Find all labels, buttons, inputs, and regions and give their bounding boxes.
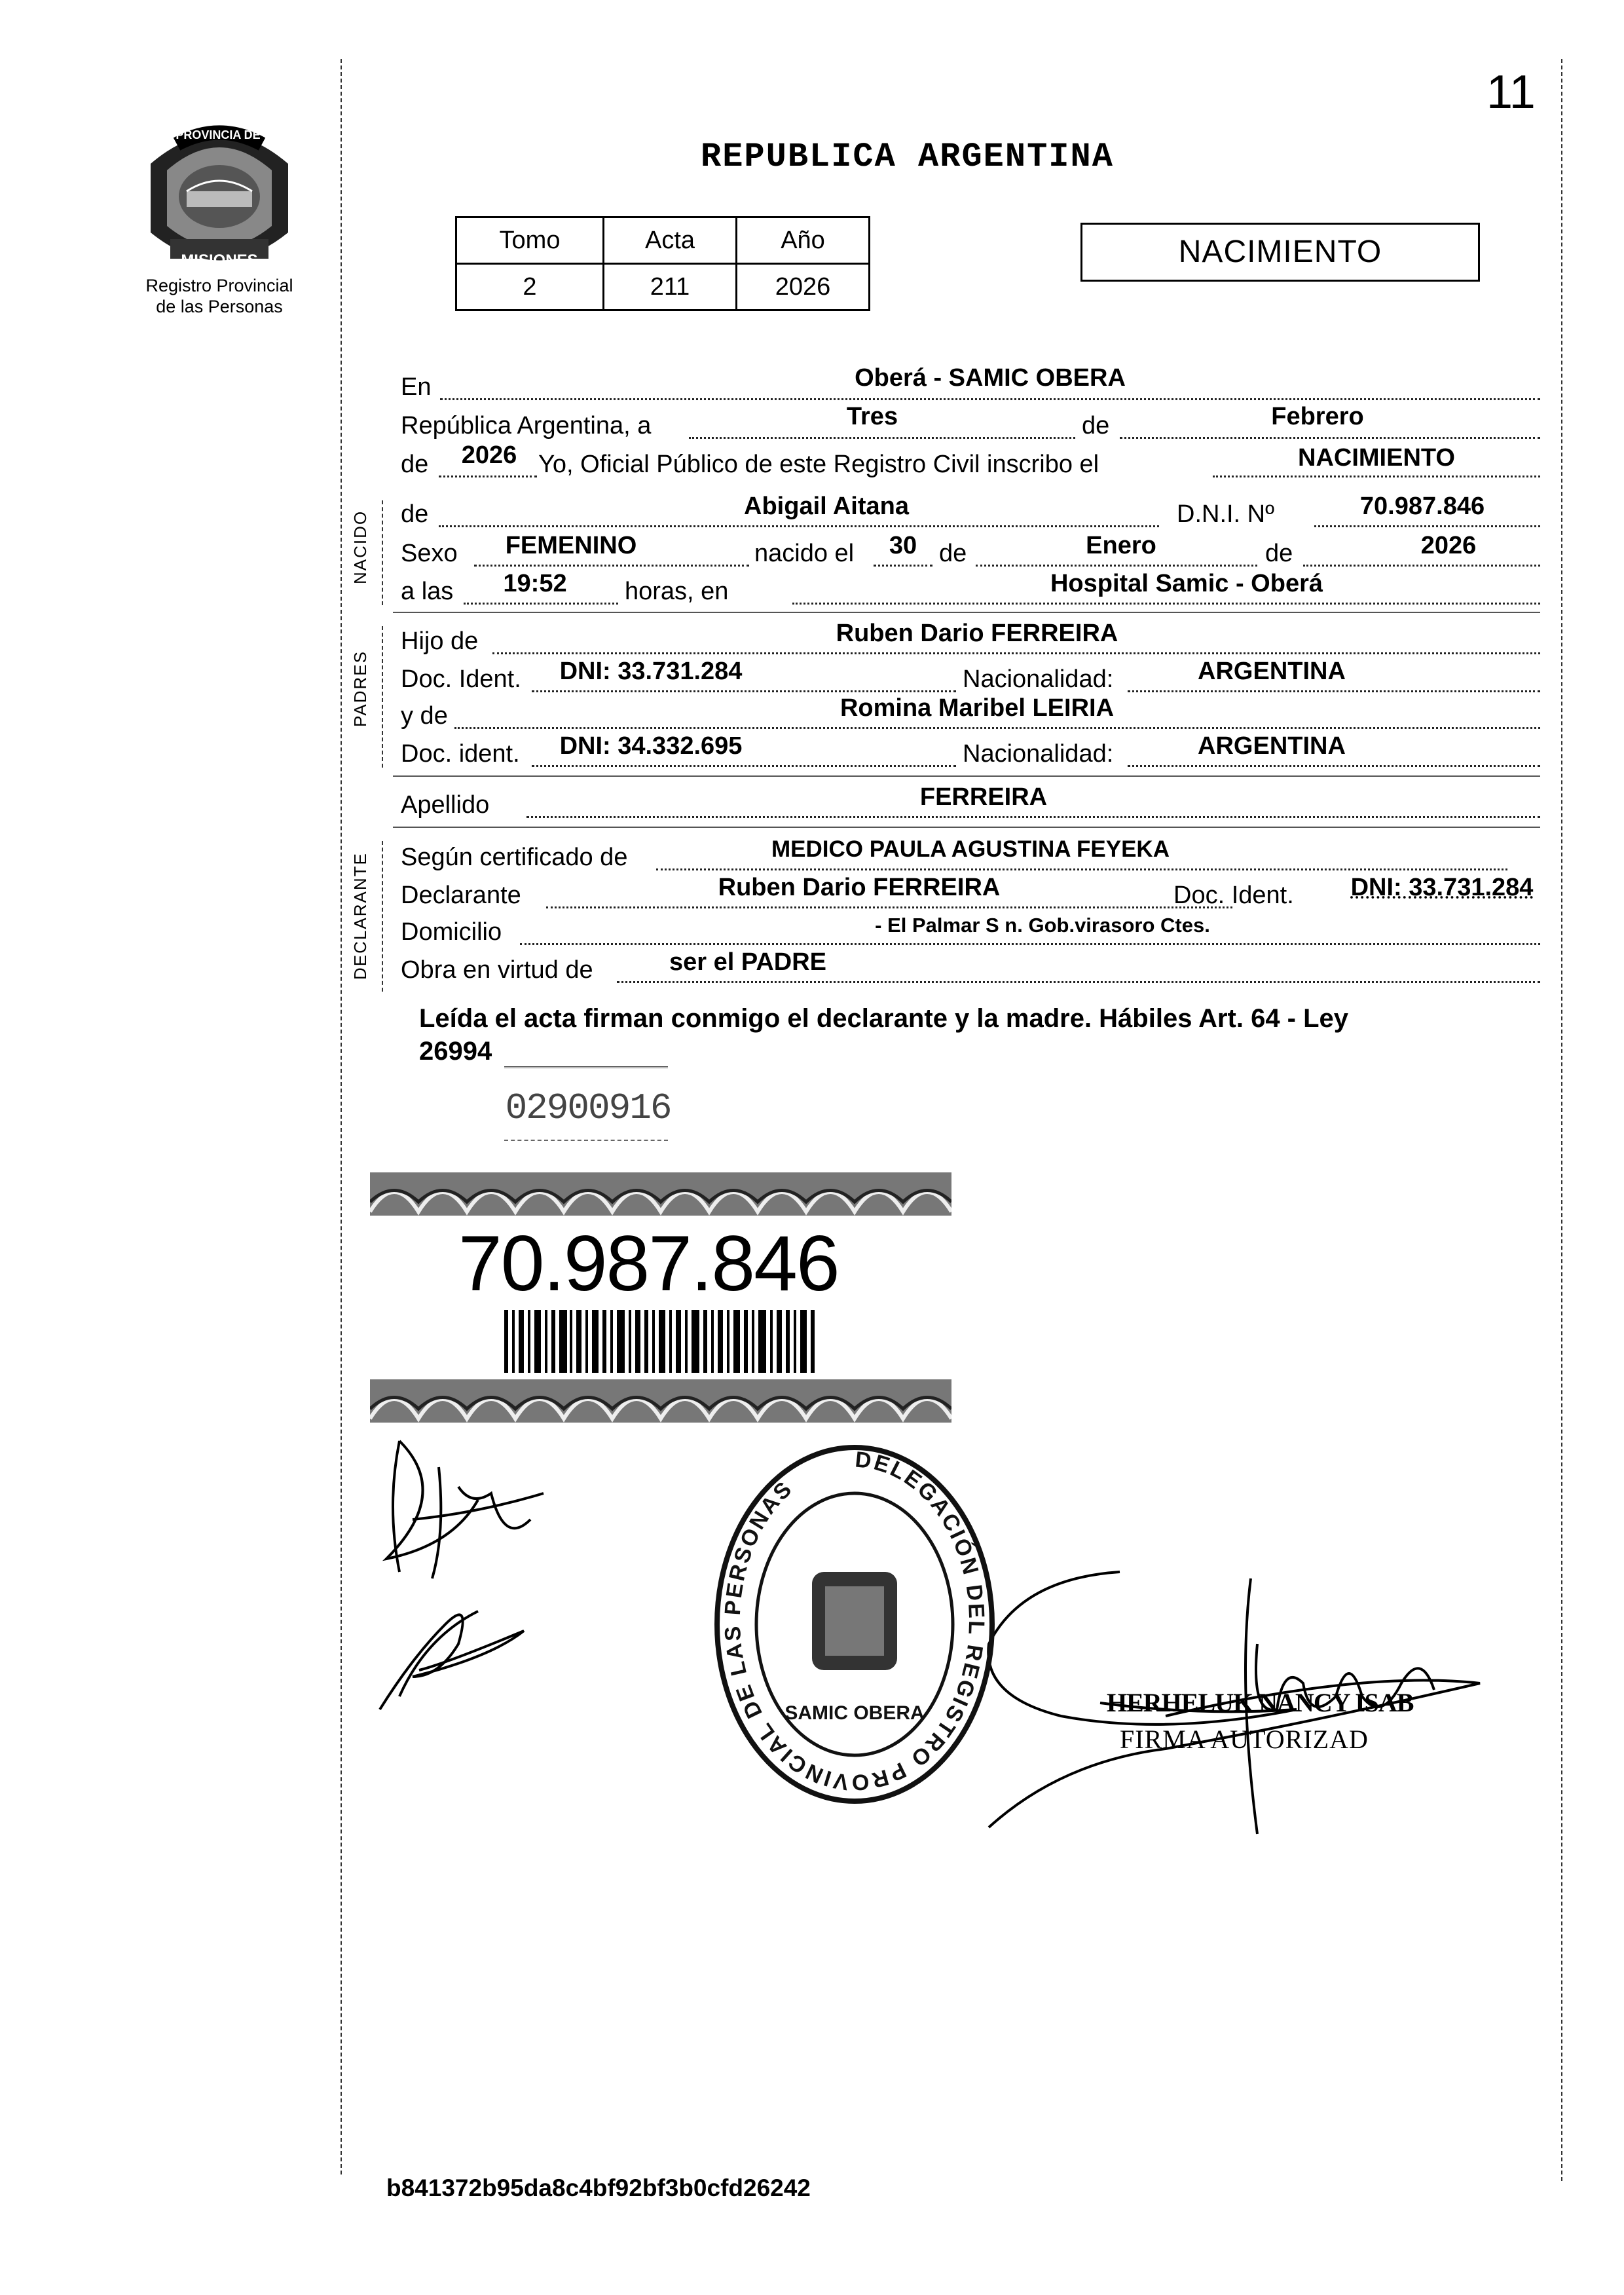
value-tomo: 2	[456, 264, 604, 310]
capacity-value: ser el PADRE	[669, 948, 827, 976]
hijo-label: Hijo de	[401, 627, 479, 655]
row-mother-doc	[401, 732, 1540, 770]
right-margin-line	[1561, 59, 1562, 2181]
row-time-place	[401, 570, 1540, 608]
logo-bottom-text: MISIONES	[181, 252, 258, 269]
certifier-value: MEDICO PAULA AGUSTINA FEYEKA	[771, 836, 1170, 862]
birth-place-value: Hospital Samic - Oberá	[1050, 570, 1323, 597]
cert-label: Según certificado de	[401, 844, 628, 871]
closing-text	[419, 1002, 1519, 1068]
en-label: En	[401, 373, 432, 401]
mother-nat-value: ARGENTINA	[1198, 732, 1346, 760]
father-name-value: Ruben Dario FERREIRA	[836, 620, 1118, 647]
logo-caption-line1: Registro Provincial	[145, 276, 293, 295]
de-label: de	[1082, 412, 1110, 439]
address-value: - El Palmar S n. Gob.virasoro Ctes.	[875, 914, 1210, 937]
row-declarant	[401, 874, 1540, 912]
signatory-name: HERHELUK NANCY ISAB	[1107, 1688, 1414, 1717]
decl-doc-label: Doc. Ident.	[1173, 882, 1294, 909]
mother-doc-value: DNI: 34.332.695	[559, 732, 743, 760]
declarant-doc-value: DNI: 33.731.284	[1350, 874, 1534, 901]
row-surname	[401, 783, 1540, 821]
header-ano: Año	[737, 217, 870, 264]
child-dni-value: 70.987.846	[1359, 493, 1485, 520]
row-mother	[401, 694, 1540, 732]
left-margin-line	[341, 59, 342, 2174]
day-words-value: Tres	[846, 403, 898, 430]
row-year-inscribe	[401, 441, 1540, 481]
nacido-label: nacido el	[754, 540, 855, 567]
year-value: 2026	[461, 441, 517, 469]
father-nat-value: ARGENTINA	[1198, 658, 1346, 685]
document-hash: b841372b95da8c4bf92bf3b0cfd26242	[386, 2174, 811, 2201]
doc-label-1: Doc. Ident.	[401, 665, 521, 693]
child-name-value: Abigail Aitana	[744, 493, 909, 520]
father-doc-value: DNI: 33.731.284	[559, 658, 743, 685]
de3-label: de	[939, 540, 967, 567]
logo-top-text: PROVINCIA DE	[175, 128, 261, 141]
inscribe-type-value: NACIMIENTO	[1298, 444, 1455, 472]
horas-label: horas, en	[625, 578, 729, 605]
document-title: REPUBLICA ARGENTINA	[701, 138, 1114, 176]
value-acta: 211	[604, 264, 737, 310]
serial-number: 02900916	[505, 1087, 671, 1129]
place-value: Oberá - SAMIC OBERA	[855, 364, 1126, 392]
yo-text: Yo, Oficial Público de este Registro Civil inscribo el	[538, 451, 1099, 478]
section-declarante-label: DECLARANTE	[350, 852, 370, 980]
row-capacity	[401, 948, 1540, 986]
yde-label: y de	[401, 702, 448, 730]
barcode	[504, 1310, 819, 1373]
tomo-acta-ano-table	[455, 216, 870, 311]
de2-label: de	[401, 451, 429, 478]
row-sex-birth	[401, 532, 1540, 570]
month-value: Febrero	[1271, 403, 1364, 430]
header-acta: Acta	[604, 217, 737, 264]
logo-caption-line2: de las Personas	[156, 297, 283, 316]
birth-month-value: Enero	[1086, 532, 1156, 559]
big-dni-number: 70.987.846	[458, 1220, 839, 1307]
signature-left-top	[373, 1415, 570, 1592]
value-ano: 2026	[737, 264, 870, 310]
signature-left-bottom	[373, 1598, 570, 1716]
rep-label: República Argentina, a	[401, 412, 652, 439]
declarant-value: Ruben Dario FERREIRA	[718, 874, 1001, 901]
sexo-value: FEMENINO	[505, 532, 637, 559]
decl-label: Declarante	[401, 882, 521, 909]
name-de-label: de	[401, 500, 429, 528]
security-band-top	[370, 1172, 951, 1216]
closing-line2: 26994	[419, 1037, 492, 1066]
nac-label-1: Nacionalidad:	[963, 665, 1114, 693]
page-number: 11	[1486, 66, 1536, 119]
section-padres-label: PADRES	[350, 650, 370, 727]
birth-year-value: 2026	[1420, 532, 1477, 559]
birth-day-value: 30	[889, 532, 917, 559]
birth-time-value: 19:52	[503, 570, 567, 597]
closing-line1: Leída el acta firman conmigo el declarante y la madre. Hábiles Art. 64 - Ley	[419, 1004, 1349, 1033]
row-certificate	[401, 836, 1540, 874]
dni-label: D.N.I. Nº	[1177, 500, 1274, 528]
act-type-box: NACIMIENTO	[1080, 223, 1480, 282]
row-father	[401, 620, 1540, 658]
row-republica	[401, 403, 1540, 442]
seal-ring-text: DELEGACIÓN DEL REGISTRO PROVINCIAL DE LAS PERSONAS	[720, 1447, 989, 1795]
sexo-label: Sexo	[401, 540, 458, 567]
de4-label: de	[1265, 540, 1293, 567]
apellido-label: Apellido	[401, 791, 490, 819]
row-father-doc	[401, 658, 1540, 696]
row-address	[401, 916, 1540, 948]
surname-value: FERREIRA	[919, 783, 1048, 811]
doc-label-2: Doc. ident.	[401, 740, 520, 768]
obra-label: Obra en virtud de	[401, 956, 593, 984]
official-seal	[707, 1441, 1002, 1808]
dom-label: Domicilio	[401, 918, 502, 946]
signatory-role: FIRMA AUTORIZAD	[1120, 1725, 1369, 1754]
section-nacido-label: NACIDO	[350, 510, 370, 584]
row-child-name	[401, 493, 1540, 531]
mother-name-value: Romina Maribel LEIRIA	[840, 694, 1115, 722]
nac-label-2: Nacionalidad:	[963, 740, 1114, 768]
row-en	[401, 364, 1540, 403]
logo-caption	[111, 275, 327, 317]
seal-center-text: SAMIC OBERA	[784, 1702, 925, 1724]
alas-label: a las	[401, 578, 454, 605]
header-tomo: Tomo	[456, 217, 604, 264]
